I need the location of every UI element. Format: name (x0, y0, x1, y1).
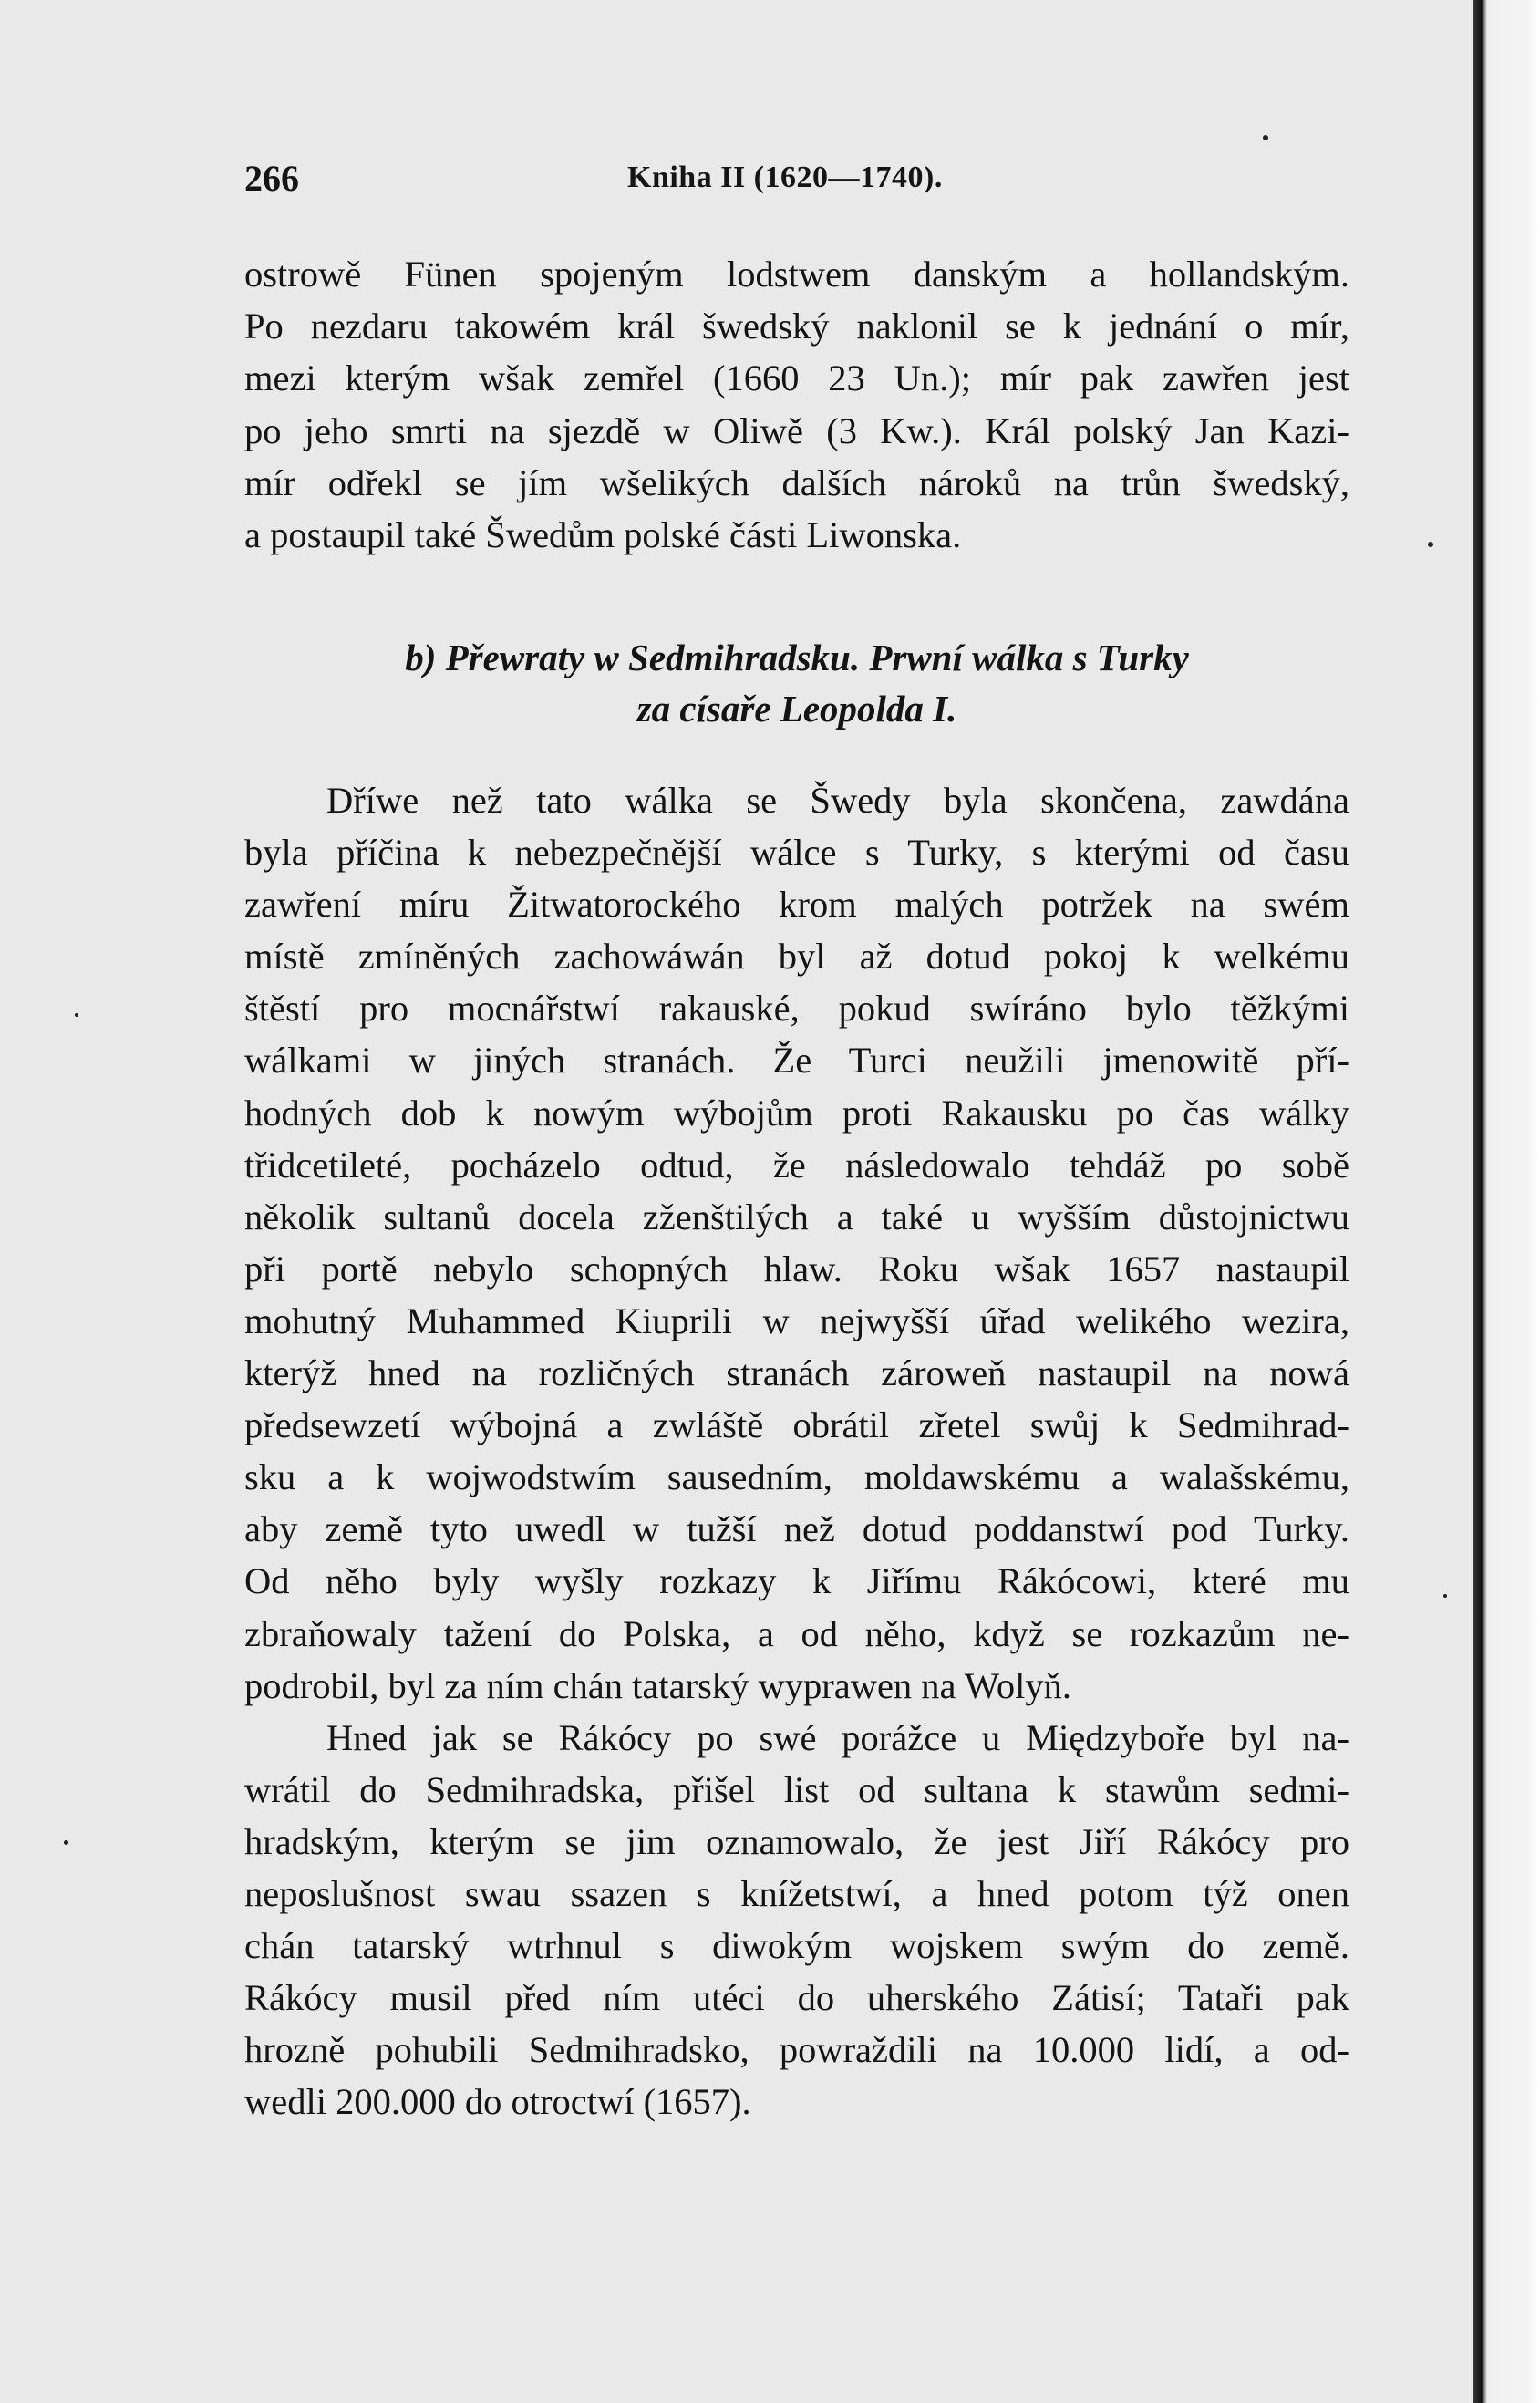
text-line: hradským, kterým se jim oznamowalo, že jest Jiří Rákócy pro (244, 1820, 1349, 1862)
text-line: předsewzetí wýbojná a zwláště obrátil zřetel swůj k Sedmihrad- (244, 1404, 1349, 1446)
text-line: wedli 200.000 do otroctwí (1657). (244, 2081, 751, 2123)
text-line: Od něho byly wyšly rozkazy k Jiřímu Rákócowi, které mu (244, 1560, 1349, 1602)
section-heading (244, 632, 1349, 734)
text-line: mezi kterým wšak zemřel (1660 23 Un.); mír pak zawřen jest (244, 357, 1349, 399)
text-line: hrozně pohubili Sedmihradsko, powraždili na 10.000 lidí, a od- (244, 2029, 1349, 2071)
text-line: zawření míru Žitwatorockého krom malých potržek na swém (244, 884, 1349, 926)
scan-speck (64, 1840, 68, 1845)
text-line: Rákócy musil před ním utéci do uherského Zátisí; Tataři pak (244, 1977, 1349, 2019)
text-line: kterýž hned na rozličných stranách zároweň nastaupil na nowá (244, 1352, 1349, 1394)
section-heading-line: b) Přewraty w Sedmihradsku. Prwní wálka s Turky (405, 637, 1189, 678)
scan-speck (1443, 1594, 1447, 1598)
text-line: mohutný Muhammed Kiuprili w nejwyšší úřad welikého wezira, (244, 1300, 1349, 1341)
text-line: byla příčina k nebezpečnější wálce s Turky, s kterými od času (244, 832, 1349, 874)
text-line: wálkami w jiných stranách. Že Turci neužili jmenowitě pří- (244, 1040, 1349, 1082)
text-line: zbraňowaly tažení do Polska, a od něho, když se rozkazům ne- (244, 1612, 1349, 1654)
running-head: Kniha II (1620—1740). (627, 161, 943, 194)
text-line: po jeho smrti na sjezdě w Oliwě (3 Kw.). Král polský Jan Kazi- (244, 409, 1349, 451)
text-line: podrobil, byl za ním chán tatarský wyprawen na Wolyň. (244, 1664, 1072, 1706)
text-line: několik sultanů docela zženštilých a také u wyšším důstojnictwu (244, 1196, 1349, 1238)
section-heading-line: za císaře Leopolda I. (636, 688, 957, 730)
intro-paragraph (244, 248, 1349, 561)
text-line: ostrowě Fünen spojeným lodstwem danským a hollandským. (244, 254, 1349, 295)
text-line: Po nezdaru takowém král šwedský naklonil se k jednání o mír, (244, 306, 1349, 347)
text-line: třidcetileté, pocházelo odtud, že následowalo tehdáž po sobě (244, 1144, 1349, 1186)
text-line: hodných dob k nowým wýbojům proti Rakausku po čas wálky (244, 1092, 1349, 1134)
text-line: Dříwe než tato wálka se Šwedy byla skončena, zawdána (326, 780, 1349, 821)
text-line: chán tatarský wtrhnul s diwokým wojskem swým do země. (244, 1925, 1349, 1967)
paragraph-2 (244, 1712, 1349, 2129)
text-line: místě zmíněných zachowáwán byl až dotud pokoj k welkému (244, 936, 1349, 978)
text-line: štěstí pro mocnářstwí rakauské, pokud swíráno bylo těžkými (244, 988, 1349, 1030)
page-number: 266 (244, 158, 299, 199)
page-edge (1473, 0, 1540, 2403)
scan-speck (1263, 135, 1268, 140)
page-header (244, 157, 1349, 202)
paragraph-1 (244, 774, 1349, 1712)
text-line: wrátil do Sedmihradska, přišel list od sultana k stawům sedmi- (244, 1768, 1349, 1810)
text-line: sku a k wojwodstwím sausedním, moldawskému a walašskému, (244, 1456, 1349, 1498)
scan-speck (75, 1013, 78, 1017)
text-line: a postaupil také Šwedům polské části Liwonska. (244, 513, 962, 555)
text-line: Hned jak se Rákócy po swé porážce u Międzyboře byl na- (326, 1716, 1349, 1758)
text-line: mír odřekl se jím wšelikých dalších nároků na trůn šwedský, (244, 461, 1349, 503)
text-line: neposlušnost swau ssazen s knížetstwí, a hned potom týž onen (244, 1872, 1349, 1914)
text-line: aby země tyto uwedl w tužší než dotud poddanstwí pod Turky. (244, 1508, 1349, 1550)
text-line: při portě nebylo schopných hlaw. Roku wšak 1657 nastaupil (244, 1248, 1349, 1290)
scan-speck (1428, 542, 1433, 547)
body-text (244, 774, 1349, 2128)
